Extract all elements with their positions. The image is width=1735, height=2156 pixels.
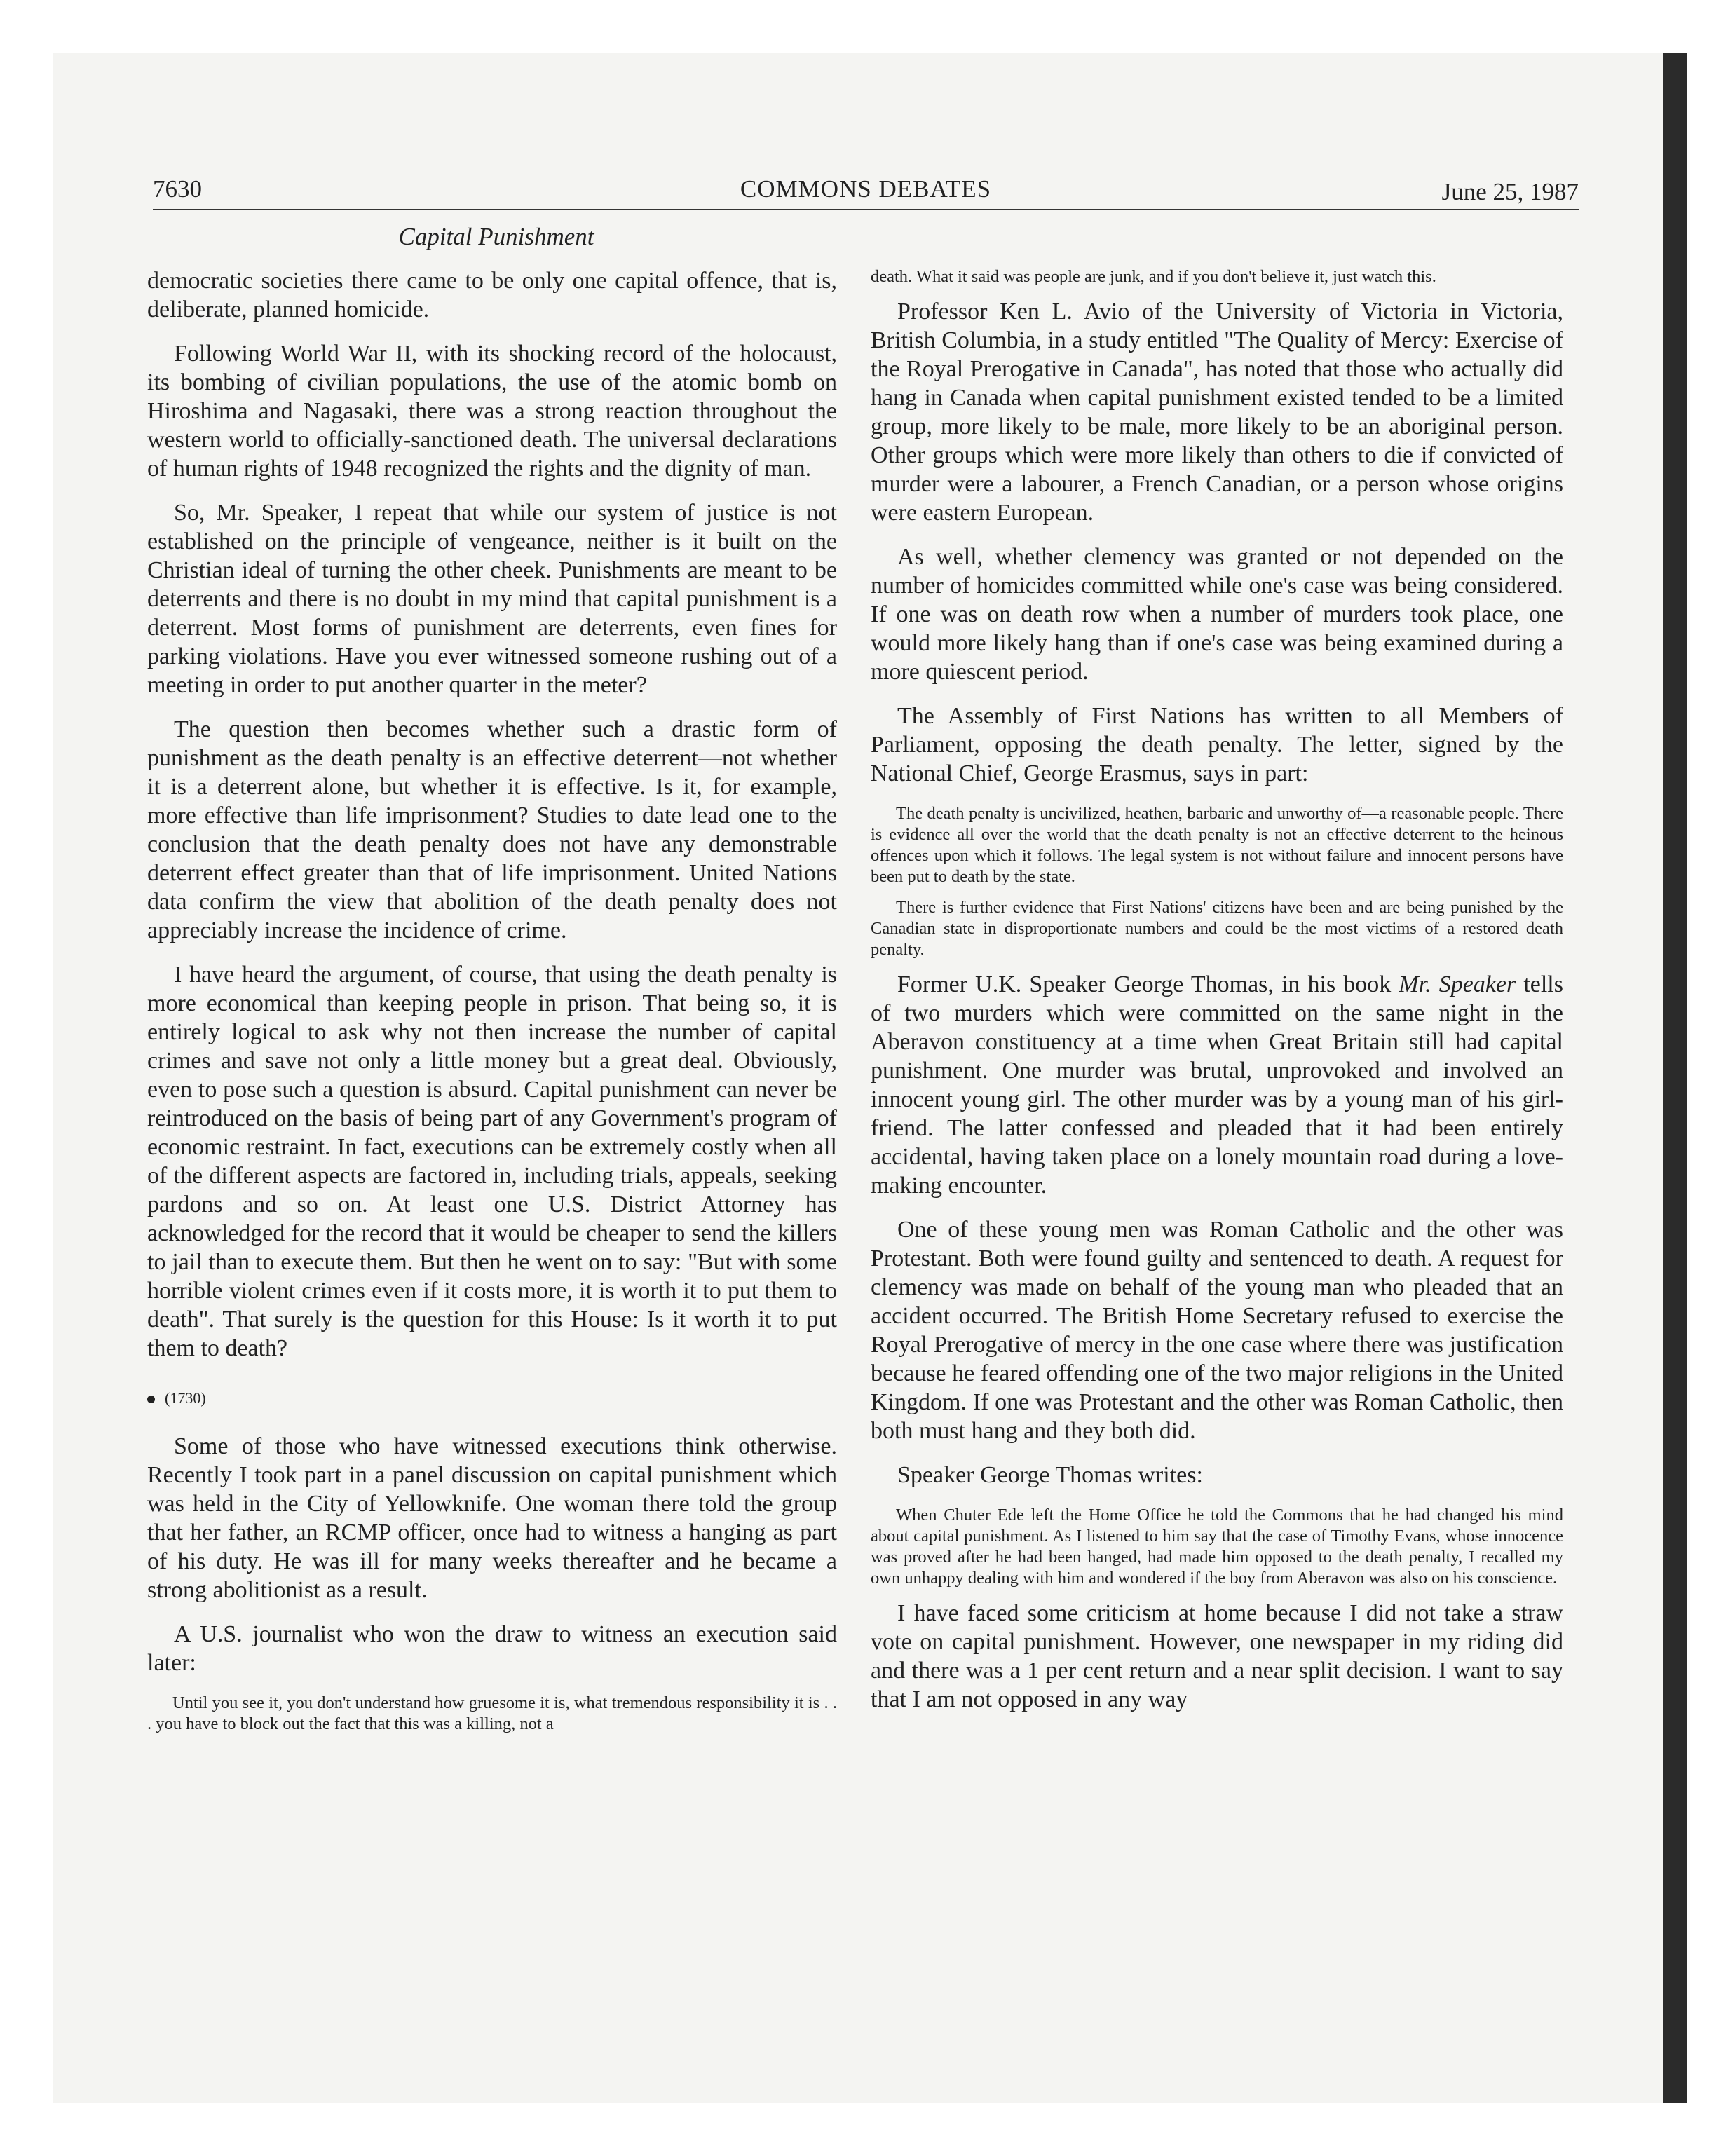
publication-title: COMMONS DEBATES (740, 175, 992, 203)
time-marker (147, 1384, 837, 1412)
paragraph: Some of those who have witnessed executions think otherwise. Recently I took part in a panel discussion on capital punishment which was held in the City of Yellowknife. One woman there told the group that her father, an RCMP officer, once had to witness a hanging as part of his duty. He was ill for many weeks thereafter and he became a strong abolitionist as a result. (147, 1433, 837, 1603)
paragraph: The Assembly of First Nations has written to all Members of Parliament, opposing the death penalty. The letter, signed by the National Chief, George Erasmus, says in part: (871, 703, 1563, 786)
section-title: Capital Punishment (398, 223, 594, 250)
book-title: Mr. Speaker (1399, 971, 1516, 997)
paragraph: I have faced some criticism at home because I did not take a straw vote on capital punishment. However, one newspaper in my riding did and there was a 1 per cent return and a near split decision. I want to say that I am not opposed in any way (871, 1600, 1563, 1712)
paragraph: The question then becomes whether such a drastic form of punishment as the death penalty is an effective deterrent—not whether it is a deterrent alone, but whether it is effective. Is it, for example, more effective than life imprisonment? Studies to date lead one to the conclusion that the death penalty does not have any demonstrable deterrent effect greater than that of life imprisonment. United Nations data confirm the view that abolition of the death penalty does not appreciably increase the incidence of crime. (147, 716, 837, 943)
paragraph: One of these young men was Roman Catholic and the other was Protestant. Both were found guilty and sentenced to death. A request for clemency was made on behalf of the young man who pleaded that an accident occurred. The British Home Secretary refused to exercise the Royal Prerogative of mercy in the one case where there was justification because he feared offending one of the two major religions in the United Kingdom. If one was Protestant and the other was Roman Catholic, then both must hang and they both did. (871, 1217, 1563, 1444)
paragraph: As well, whether clemency was granted or not depended on the number of homicides committed while one's case was being considered. If one was on death row when a number of murders took place, one would more likely hang than if one's case was being examined during a more quiescent period. (871, 544, 1563, 685)
paragraph: A U.S. journalist who won the draw to witness an execution said later: (147, 1621, 837, 1676)
paragraph: Following World War II, with its shocking record of the holocaust, its bombing of civilian populations, the use of the atomic bomb on Hiroshima and Nagasaki, there was a strong reaction throughout the western world to officially-sanctioned death. The universal declarations of human rights of 1948 recognized the rights and the dignity of man. (147, 341, 837, 482)
text-span: tells of two murders which were committed on the same night in the Aberavon constituency at a time when Great Britain still had capital punishment. One murder was brutal, unprovoked and involved an innocent young girl. The other murder was by a young man of his girl-friend. The latter confessed and pleaded that it had been entirely accidental, having taken place on a lonely mountain road during a love-making encounter. (871, 971, 1563, 1199)
block-quote: There is further evidence that First Nations' citizens have been and are being punished by the Canadian state in disproportionate numbers and could be the most victims of a restored death penalty. (871, 898, 1563, 959)
scan-edge-bar (1663, 53, 1687, 2103)
block-quote: Until you see it, you don't understand how gruesome it is, what tremendous responsibility it is . . . you have to block out the fact that this was a killing, not a (147, 1693, 837, 1733)
paragraph: democratic societies there came to be only one capital offence, that is, deliberate, planned homicide. (147, 268, 837, 322)
block-quote: death. What it said was people are junk, and if you don't believe it, just watch this. (871, 267, 1436, 286)
text-span: Former U.K. Speaker George Thomas, in his book (897, 971, 1399, 997)
paragraph: Professor Ken L. Avio of the University of Victoria in Victoria, British Columbia, in a study entitled "The Quality of Mercy: Exercise of the Royal Prerogative in Canada", has noted that those who actually did hang in Canada when capital punishment existed tended to be a limited group, more likely to be male, more likely to be an aboriginal person. Other groups which were more likely than others to die if convicted of murder were a labourer, a French Canadian, or a person whose origins were eastern European. (871, 299, 1563, 526)
paragraph (871, 970, 1563, 1200)
paragraph: I have heard the argument, of course, that using the death penalty is more economical than keeping people in prison. That being so, it is entirely logical to ask why not then increase the number of capital crimes and save not only a little money but a great deal. Obviously, even to pose such a question is absurd. Capital punishment can never be reintroduced on the basis of being part of any Government's program of economic restraint. In fact, executions can be extremely costly when all of the different aspects are factored in, including trials, appeals, seeking pardons and so on. At least one U.S. District Attorney has acknowledged for the record that it would be cheaper to send the killers to jail than to execute them. But then he went on to say: "But with some horrible violent crimes even if it costs more, it is worth it to put them to death". That surely is the question for this House: Is it worth it to put them to death? (147, 962, 837, 1361)
page-number: 7630 (153, 175, 202, 203)
block-quote: The death penalty is uncivilized, heathen, barbaric and unworthy of—a reasonable people. There is evidence all over the world that the death penalty is not an effective deterrent to the heinous offences upon which it follows. The legal system is not without failure and innocent persons have been put to death by the state. (871, 804, 1563, 886)
page-date: June 25, 1987 (1441, 178, 1579, 205)
block-quote: When Chuter Ede left the Home Office he told the Commons that he had changed his mind about capital punishment. As I listened to him say that the case of Timothy Evans, whose innocence was proved after he had been hanged, had made him opposed to the death penalty, I recalled my own unhappy dealing with him and wondered if the boy from Aberavon was also on his conscience. (871, 1506, 1563, 1588)
page-header (153, 175, 1579, 210)
right-column (871, 266, 1563, 1729)
left-column (147, 266, 837, 1745)
time-marker-text: (1730) (165, 1389, 206, 1407)
bullet-icon (147, 1396, 155, 1403)
paragraph: So, Mr. Speaker, I repeat that while our system of justice is not established on the principle of vengeance, neither is it built on the Christian ideal of turning the other cheek. Punishments are meant to be deterrents and there is no doubt in my mind that capital punishment is a deterrent. Most forms of punishment are deterrents, even fines for parking violations. Have you ever witnessed someone rushing out of a meeting in order to put another quarter in the meter? (147, 500, 837, 698)
paragraph: Speaker George Thomas writes: (897, 1462, 1203, 1488)
